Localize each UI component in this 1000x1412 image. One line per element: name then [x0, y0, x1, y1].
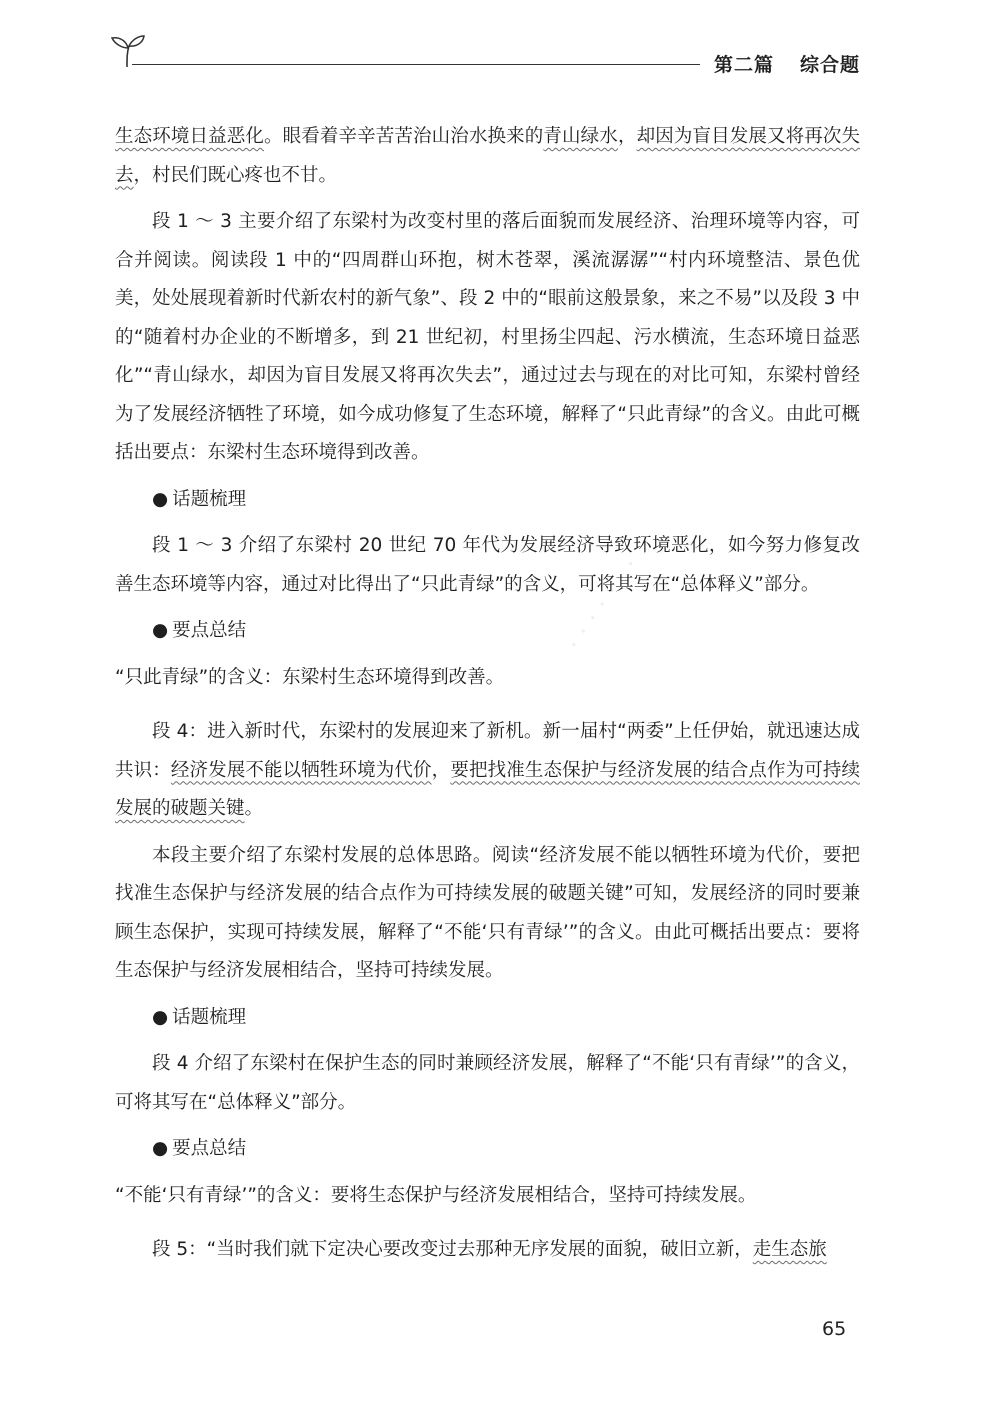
bullet-icon: ●: [152, 1138, 169, 1159]
heading-summary-2: [115, 1130, 860, 1169]
text-run: 段 5：“当时我们就下定决心要改变过去那种无序发展的面貌，破旧立新，: [152, 1239, 753, 1260]
heading-topic-1: [115, 481, 860, 520]
text-run: ，: [431, 759, 451, 781]
text-run: 段 4：进入新时代，东梁村的发展迎来了新机。新一届村“两委”上任伊始，就迅速达成共识：: [115, 721, 860, 781]
page-number: 65: [822, 1318, 847, 1340]
underlined-phrase: 走生态旅: [752, 1239, 827, 1260]
watermark: · · · · · · ·: [560, 551, 647, 658]
topic-paragraph-2: 段 4 介绍了东梁村在保护生态的同时兼顾经济发展，解释了“不能‘只有青绿’”的含义，可将其写在“总体释义”部分。: [115, 1053, 860, 1113]
paragraph-5: [115, 1231, 860, 1270]
bullet-icon: ●: [152, 1006, 169, 1028]
heading-text: 话题梳理: [172, 1006, 247, 1028]
paragraph-4: [115, 713, 860, 829]
paragraph-1: [115, 118, 860, 195]
text-run: ，: [617, 126, 637, 147]
heading-text: 要点总结: [172, 620, 247, 641]
summary-paragraph-1: “只此青绿”的含义：东梁村生态环境得到改善。: [115, 666, 505, 688]
text-run: ，村民们既心疼也不甘。: [133, 164, 338, 186]
page-body: [115, 118, 860, 1270]
heading-text: 要点总结: [172, 1138, 247, 1159]
underlined-phrase: 青山绿水: [543, 126, 618, 147]
topic-paragraph-1: 段 1 ～ 3 介绍了东梁村 20 世纪 70 年代为发展经济导致环境恶化，如今努力修复改善生态环境等内容，通过对比得出了“只此青绿”的含义，可将其写在“总体释义”部分。: [115, 535, 860, 595]
bullet-icon: ●: [152, 488, 169, 510]
analysis-paragraph-2: 本段主要介绍了东梁村发展的总体思路。阅读“经济发展不能以牺牲环境为代价，要把找准生态保护与经济发展的结合点作为可持续发展的破题关键”可知，发展经济的同时要兼顾生态保护，实现可持续发展，解释了“不能‘只有青绿’”的含义。由此可概括出要点：要将生态保护与经济发展相结合，坚持可持续发展。: [115, 844, 860, 981]
heading-summary-1: [115, 612, 860, 651]
text-run: 。: [244, 798, 264, 819]
header-rule: [132, 64, 700, 65]
underlined-phrase: 要把找准生态保护与经济发展的结合点作为可持续发展的破题关键: [115, 759, 860, 819]
summary-paragraph-2: “不能‘只有青绿’”的含义：要将生态保护与经济发展相结合，坚持可持续发展。: [115, 1184, 757, 1206]
underlined-phrase: 却因为盲目发展又将再次失去: [115, 126, 860, 186]
page-header: [108, 30, 860, 80]
text-run: 。眼看着辛辛苦苦治山治水换来的: [264, 126, 544, 147]
underlined-phrase: 经济发展不能以牺牲环境为代价: [170, 759, 432, 781]
section-label: 综合题: [799, 54, 860, 76]
header-title: [714, 50, 860, 77]
part-label: 第二篇: [713, 54, 774, 76]
bullet-icon: ●: [152, 620, 169, 641]
heading-text: 话题梳理: [172, 488, 247, 510]
analysis-paragraph-1: 段 1 ～ 3 主要介绍了东梁村为改变村里的落后面貌而发展经济、治理环境等内容，可合并阅读。阅读段 1 中的“四周群山环抱，树木苍翠，溪流潺潺”“村内环境整洁、景色优美，处处展现着新时代新农村的新气象”、段 2 中的“眼前这般景象，来之不易”以及段 3 中的“随着村办企业的不断增多，到 21 世纪初，村里扬尘四起、污水横流，生态环境日益恶化”“青山绿水，却因为盲目发展又将再次失去”，通过过去与现在的对比可知，东梁村曾经为了发展经济牺牲了环境，如今成功修复了生态环境，解释了“只此青绿”的含义。由此可概括出要点：东梁村生态环境得到改善。: [115, 211, 860, 463]
underlined-phrase: 生态环境日益恶化: [115, 126, 265, 147]
heading-topic-2: [115, 999, 860, 1038]
